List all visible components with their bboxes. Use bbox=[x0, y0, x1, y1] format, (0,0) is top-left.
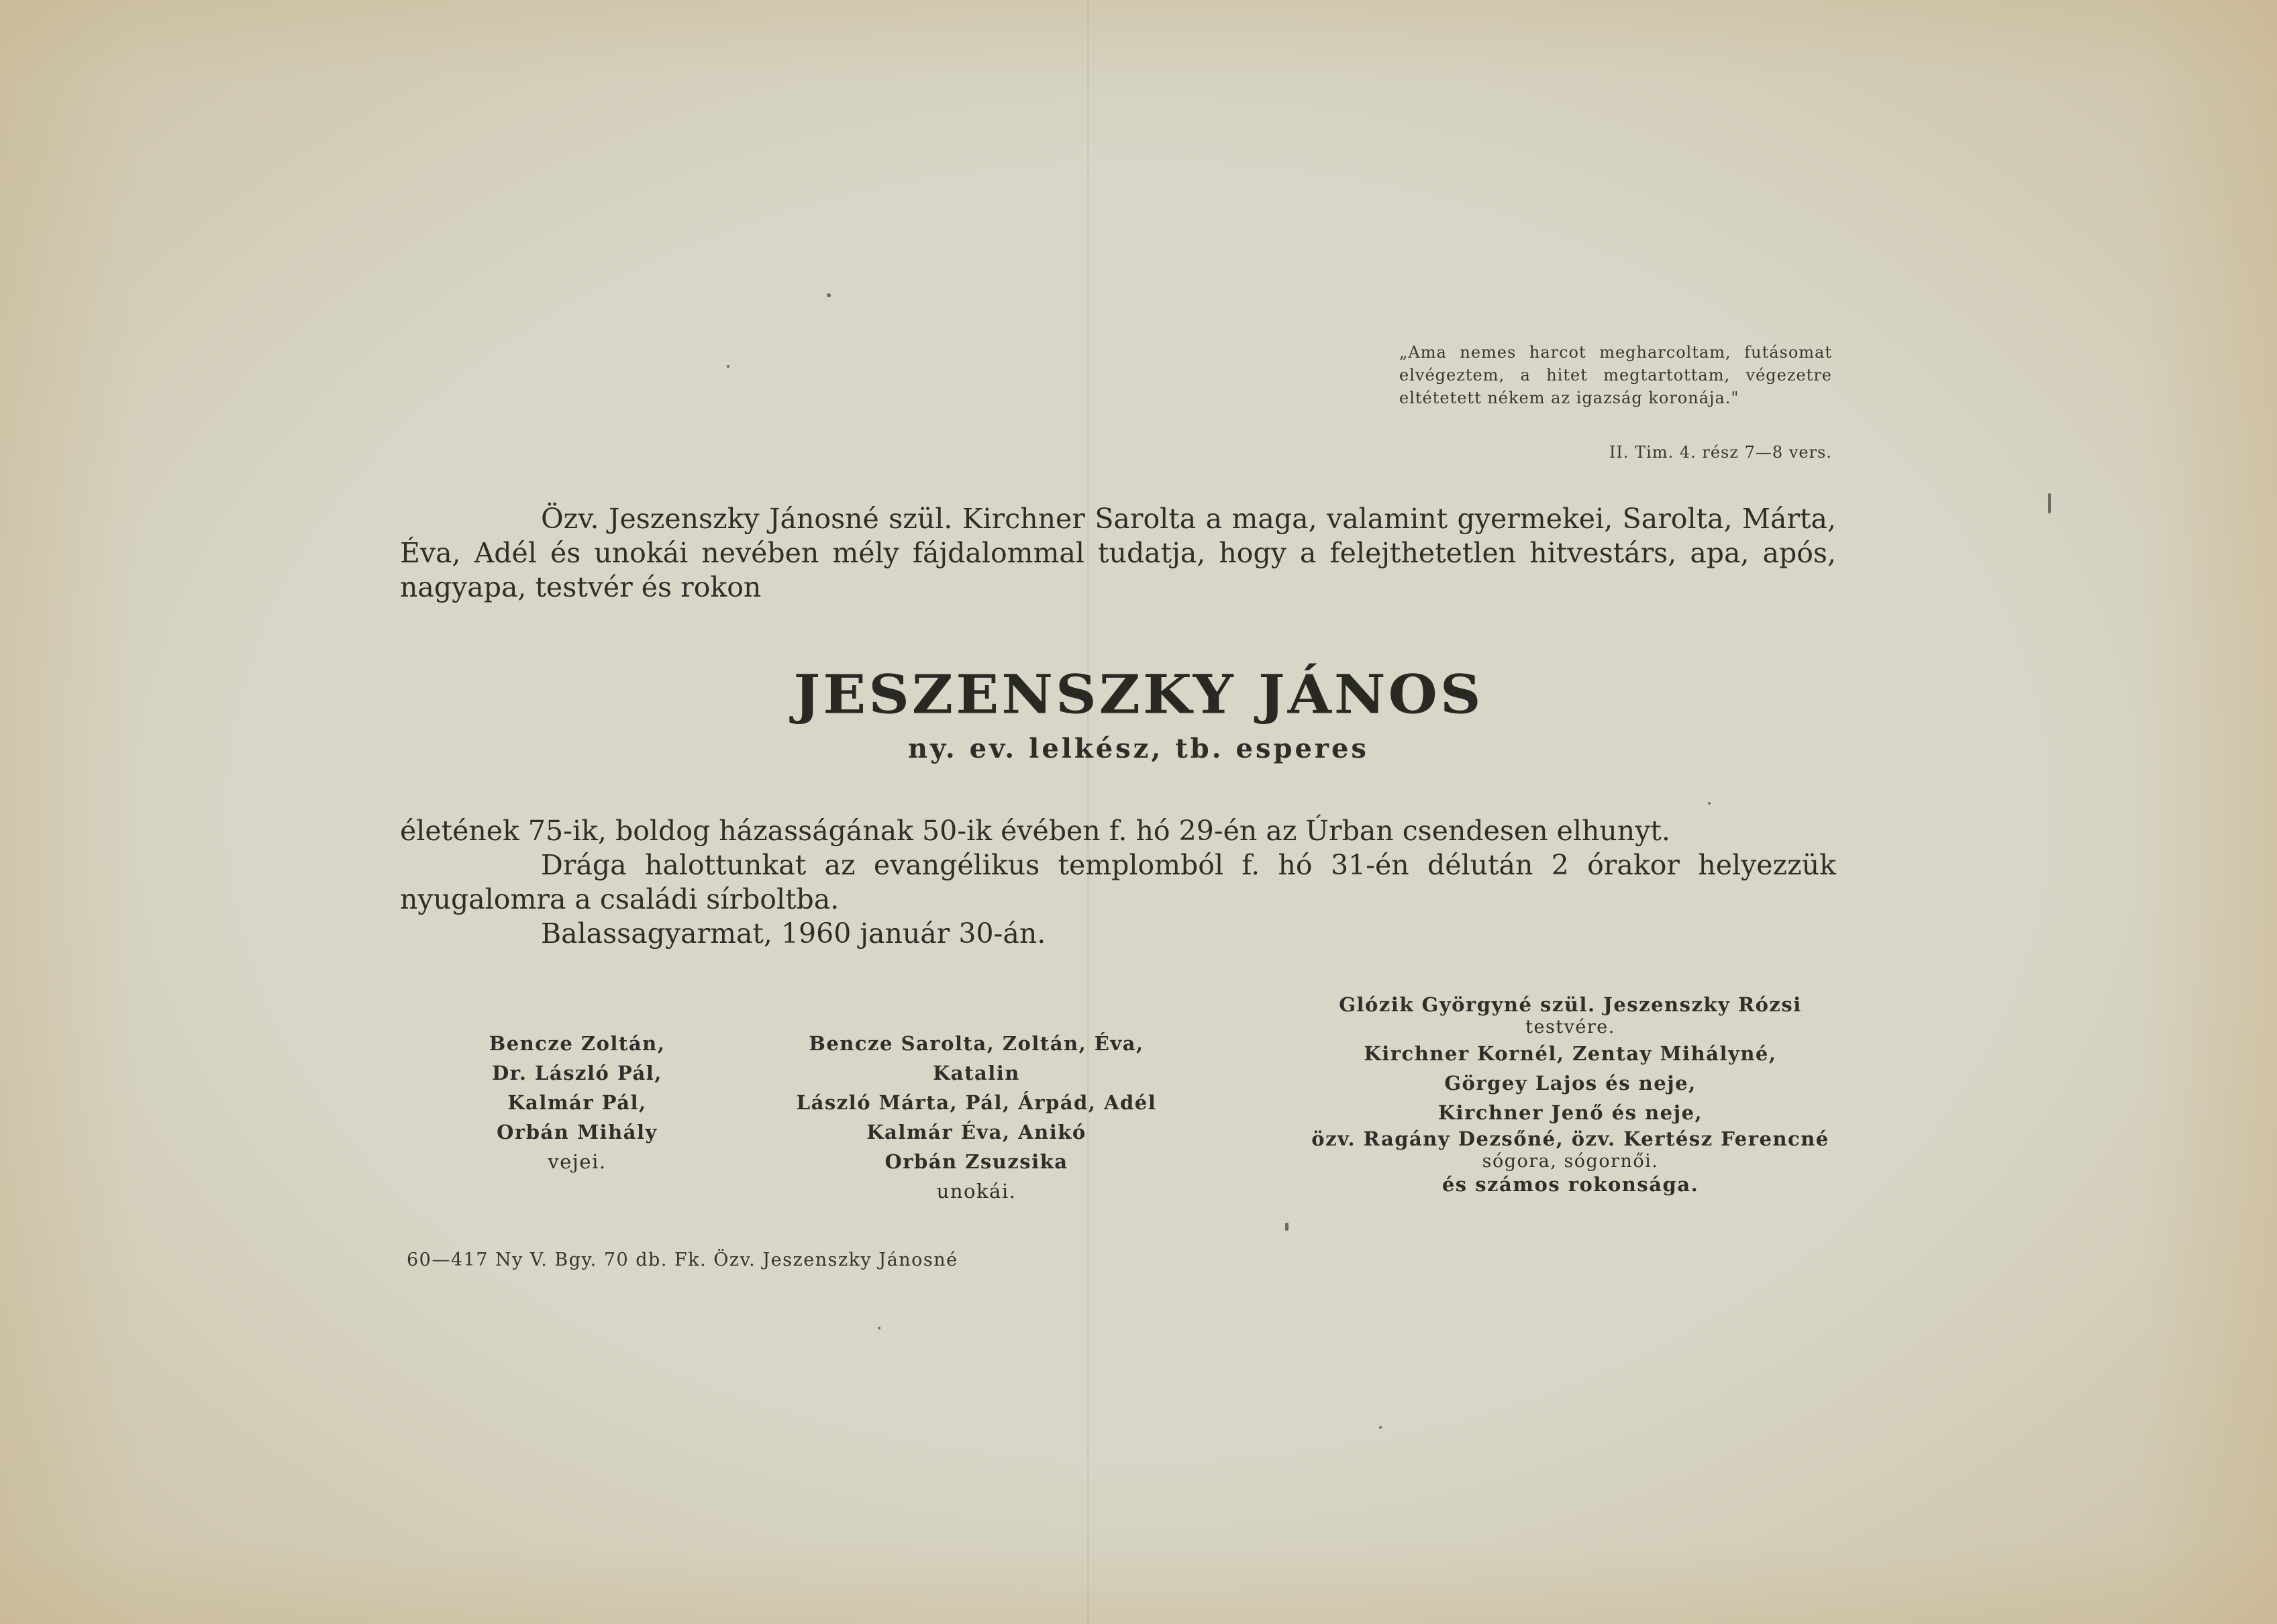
mourner-name: Orbán Zsuzsika bbox=[884, 1150, 1068, 1173]
bible-quote-reference: II. Tim. 4. rész 7—8 vers. bbox=[1609, 443, 1832, 462]
opening-paragraph: Özv. Jeszenszky Jánosné szül. Kirchner Sarolta a maga, valamint gyermekei, Sarolta, Márta, Éva, Adél és unokái nevében mély fájdalommal tudatja, hogy a felejthetetlen hitvestárs, apa, após, nagyapa, testvér és rokon bbox=[400, 503, 1836, 603]
mourner-name: Orbán Mihály bbox=[497, 1121, 658, 1144]
relation-label: vejei. bbox=[548, 1150, 607, 1173]
paper-speck bbox=[1379, 1426, 1382, 1429]
mourner-name: László Márta, Pál, Árpád, Adél bbox=[796, 1091, 1157, 1114]
paper-fold bbox=[1087, 0, 1089, 1624]
mourner-name: özv. Ragány Dezsőné, özv. Kertész Ferencné bbox=[1311, 1127, 1829, 1150]
paper-speck bbox=[2048, 493, 2051, 513]
deceased-name: JESZENSZKY JÁNOS bbox=[793, 662, 1484, 726]
mourner-name: Dr. László Pál, bbox=[492, 1062, 662, 1084]
bible-quote: „Ama nemes harcot megharcoltam, futásomat elvégeztem, a hitet megtartottam, végezetre eltétetett nékem az igazság koronája." bbox=[1399, 343, 1832, 407]
mourner-name: Kirchner Kornél, Zentay Mihályné, bbox=[1364, 1042, 1777, 1065]
relatives-column bbox=[1235, 993, 1906, 1196]
deceased-title: ny. ev. lelkész, tb. esperes bbox=[908, 733, 1369, 764]
burial-notice: Drága halottunkat az evangélikus templomból f. hó 31-én délután 2 órakor helyezzük nyugalomra a családi sírboltba. bbox=[400, 849, 1836, 915]
grandchildren-column bbox=[765, 1029, 1188, 1206]
mourner-name: Görgey Lajos és neje, bbox=[1444, 1072, 1697, 1095]
place-and-date: Balassagyarmat, 1960 január 30-án. bbox=[541, 917, 1046, 950]
paper-speck bbox=[727, 365, 729, 368]
paper-speck bbox=[827, 293, 831, 297]
mourner-name: Kalmár Éva, Anikó bbox=[866, 1121, 1086, 1144]
sons-in-law-column bbox=[456, 1029, 698, 1176]
mourner-name: Glózik Györgyné szül. Jeszenszky Rózsi bbox=[1339, 993, 1802, 1016]
relation-label: unokái. bbox=[936, 1180, 1017, 1203]
mourner-name: Bencze Zoltán, bbox=[489, 1032, 666, 1055]
mourner-name: Kalmár Pál, bbox=[507, 1091, 647, 1114]
closing-line: és számos rokonsága. bbox=[1441, 1173, 1699, 1196]
mourner-name: Katalin bbox=[933, 1062, 1020, 1084]
paper-speck bbox=[878, 1327, 880, 1329]
death-notice: életének 75-ik, boldog házasságának 50-ik évében f. hó 29-én az Úrban csendesen elhunyt. bbox=[400, 815, 1670, 847]
relation-label: testvére. bbox=[1525, 1017, 1615, 1037]
paper-speck bbox=[1285, 1223, 1288, 1231]
relation-label: sógora, sógornői. bbox=[1482, 1151, 1659, 1172]
mourner-name: Bencze Sarolta, Zoltán, Éva, bbox=[809, 1032, 1144, 1055]
printer-imprint: 60—417 Ny V. Bgy. 70 db. Fk. Özv. Jeszenszky Jánosné bbox=[407, 1250, 958, 1270]
mourner-name: Kirchner Jenő és neje, bbox=[1437, 1101, 1703, 1124]
paper-speck bbox=[1708, 802, 1711, 805]
